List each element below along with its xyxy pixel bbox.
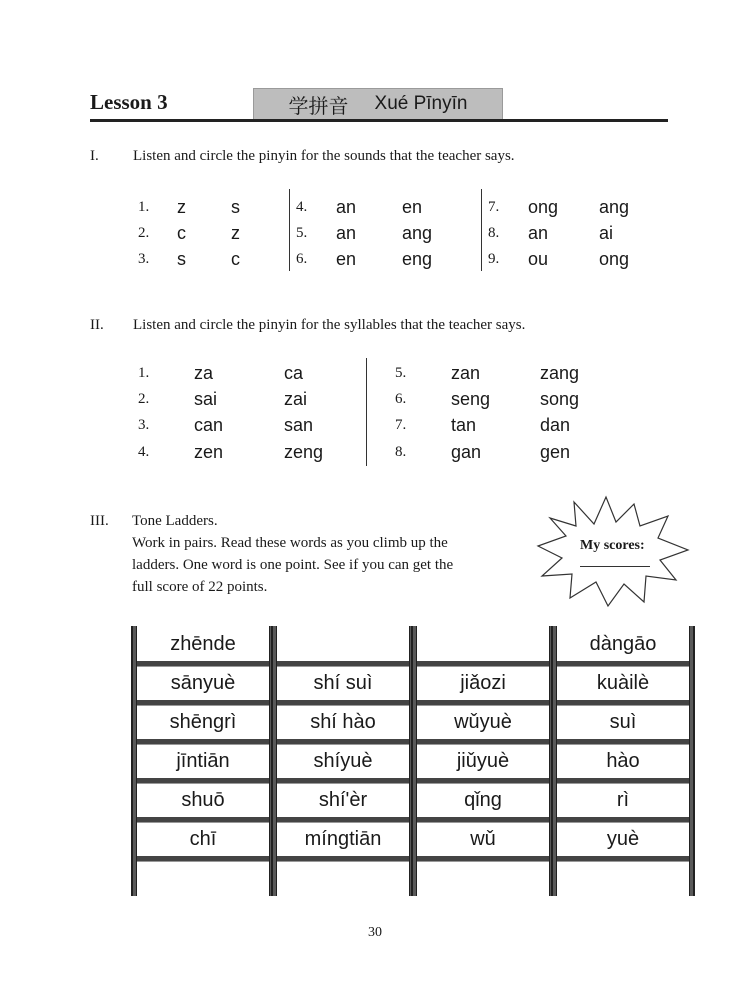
s1-item-5 [296,220,432,246]
ladder-word: rì [616,789,630,811]
section-1-instruction: Listen and circle the pinyin for the sounds that the teacher says. [133,148,515,164]
ladder-word: kuàilè [596,672,650,694]
choice-a[interactable]: zen [194,441,224,462]
choice-b[interactable]: ang [402,222,433,243]
ladder-word: jīntiān [176,750,230,772]
item-number: 1. [138,198,150,215]
item-number: 3. [138,416,150,433]
s1-item-7 [488,194,629,220]
tone-ladder-4 [551,626,695,896]
s2-item-8 [395,439,570,465]
choice-b[interactable]: z [231,222,240,243]
choice-a[interactable]: ong [528,196,559,217]
section-1-number: I. [90,148,99,164]
s2-item-6 [395,386,579,412]
section-3-line-1: Work in pairs. Read these words as you climb up the [132,535,448,551]
item-number: 6. [395,390,407,407]
title-banner [253,88,503,120]
s1-item-8 [488,220,613,246]
lesson-title: Lesson 3 [90,90,168,114]
item-number: 2. [138,224,150,241]
choice-a[interactable]: an [336,222,357,243]
item-number: 6. [296,250,308,267]
item-number: 8. [488,224,500,241]
item-number: 7. [488,198,500,215]
item-number: 5. [395,364,407,381]
choice-a[interactable]: s [177,248,186,269]
choice-a[interactable]: an [336,196,357,217]
ladder-rung [417,856,549,862]
ladder-word: jiǔyuè [456,750,510,772]
choice-b[interactable]: ang [599,196,630,217]
choice-a[interactable]: zan [451,362,481,383]
item-number: 4. [296,198,308,215]
ladder-word [277,628,409,661]
choice-b[interactable]: san [284,414,314,435]
ladder-word: shí hào [310,711,376,733]
choice-a[interactable]: en [336,248,357,269]
tone-ladder-2 [271,626,415,896]
my-scores-label: My scores: [580,538,645,553]
s1-item-6 [296,246,432,272]
choice-b[interactable]: en [402,196,423,217]
choice-b[interactable]: ai [599,222,614,243]
item-number: 2. [138,390,150,407]
ladder-rail [689,626,695,896]
choice-a[interactable]: an [528,222,549,243]
column-divider [481,189,482,271]
tone-ladder-3 [411,626,555,896]
s1-item-3 [138,246,240,272]
ladder-word: shí'èr [318,789,368,811]
ladder-word: yuè [606,828,640,850]
ladder-word: míngtiān [304,828,382,850]
column-divider [366,358,367,466]
ladder-word: hào [606,750,640,772]
choice-b[interactable]: zai [284,388,308,409]
section-3-number: III. [90,513,109,529]
choice-a[interactable]: z [177,196,186,217]
ladder-word: shí suì [313,672,373,694]
ladder-word: shēngrì [169,711,237,733]
ladder-word: sānyuè [170,672,236,694]
item-number: 1. [138,364,150,381]
choice-b[interactable]: ong [599,248,630,269]
s1-item-1 [138,194,240,220]
s1-item-4 [296,194,422,220]
choice-b[interactable]: dan [540,414,571,435]
ladder-word: suì [609,711,637,733]
item-number: 7. [395,416,407,433]
item-number: 8. [395,443,407,460]
ladder-word: chī [189,828,217,850]
choice-a[interactable]: can [194,414,224,435]
ladder-word: shíyuè [313,750,373,772]
item-number: 4. [138,443,150,460]
section-2-instruction: Listen and circle the pinyin for the syllables that the teacher says. [133,317,526,333]
choice-b[interactable]: ca [284,362,304,383]
s2-item-3 [138,412,313,438]
ladder-word: jiǎozi [460,672,506,694]
ladder-rung [137,856,269,862]
choice-b[interactable]: gen [540,441,571,462]
ladder-word: zhēnde [170,633,236,655]
choice-b[interactable]: eng [402,248,433,269]
ladder-word: wǔ [470,828,496,850]
title-divider [90,119,668,122]
tone-ladder-1 [131,626,275,896]
section-3-line-2: ladders. One word is one point. See if you can get the [132,557,454,573]
s2-item-5 [395,360,579,386]
s2-item-4 [138,439,323,465]
ladder-word: wǔyuè [454,711,512,733]
item-number: 5. [296,224,308,241]
choice-a[interactable]: ou [528,248,549,269]
s2-item-7 [395,412,570,438]
choice-b[interactable]: s [231,196,240,217]
banner-chinese-title: 学拼音 [288,93,349,118]
choice-a[interactable]: tan [451,414,477,435]
choice-b[interactable]: c [231,248,240,269]
column-divider [289,189,290,271]
ladder-rung [277,856,409,862]
item-number: 3. [138,250,150,267]
choice-b[interactable]: song [540,388,580,409]
page-number: 30 [368,925,382,940]
s2-item-2 [138,386,307,412]
choice-a[interactable]: sai [194,388,218,409]
ladder-rung [557,856,689,862]
section-2-number: II. [90,317,104,333]
choice-a[interactable]: seng [451,388,491,409]
s1-item-2 [138,220,240,246]
item-number: 9. [488,250,500,267]
banner-pinyin-title: Xué Pīnyīn [374,93,468,114]
choice-a[interactable]: gan [451,441,482,462]
s2-item-1 [138,360,303,386]
ladder-word [417,628,549,661]
score-blank-line[interactable] [580,566,650,567]
section-3-line-3: full score of 22 points. [132,579,268,595]
ladder-word: shuō [181,789,225,811]
choice-a[interactable]: c [177,222,186,243]
section-3-title: Tone Ladders. [132,513,218,529]
ladder-word: qǐng [464,789,502,811]
choice-a[interactable]: za [194,362,214,383]
choice-b[interactable]: zeng [284,441,324,462]
choice-b[interactable]: zang [540,362,580,383]
s1-item-9 [488,246,629,272]
ladder-word: dàngāo [589,633,657,655]
